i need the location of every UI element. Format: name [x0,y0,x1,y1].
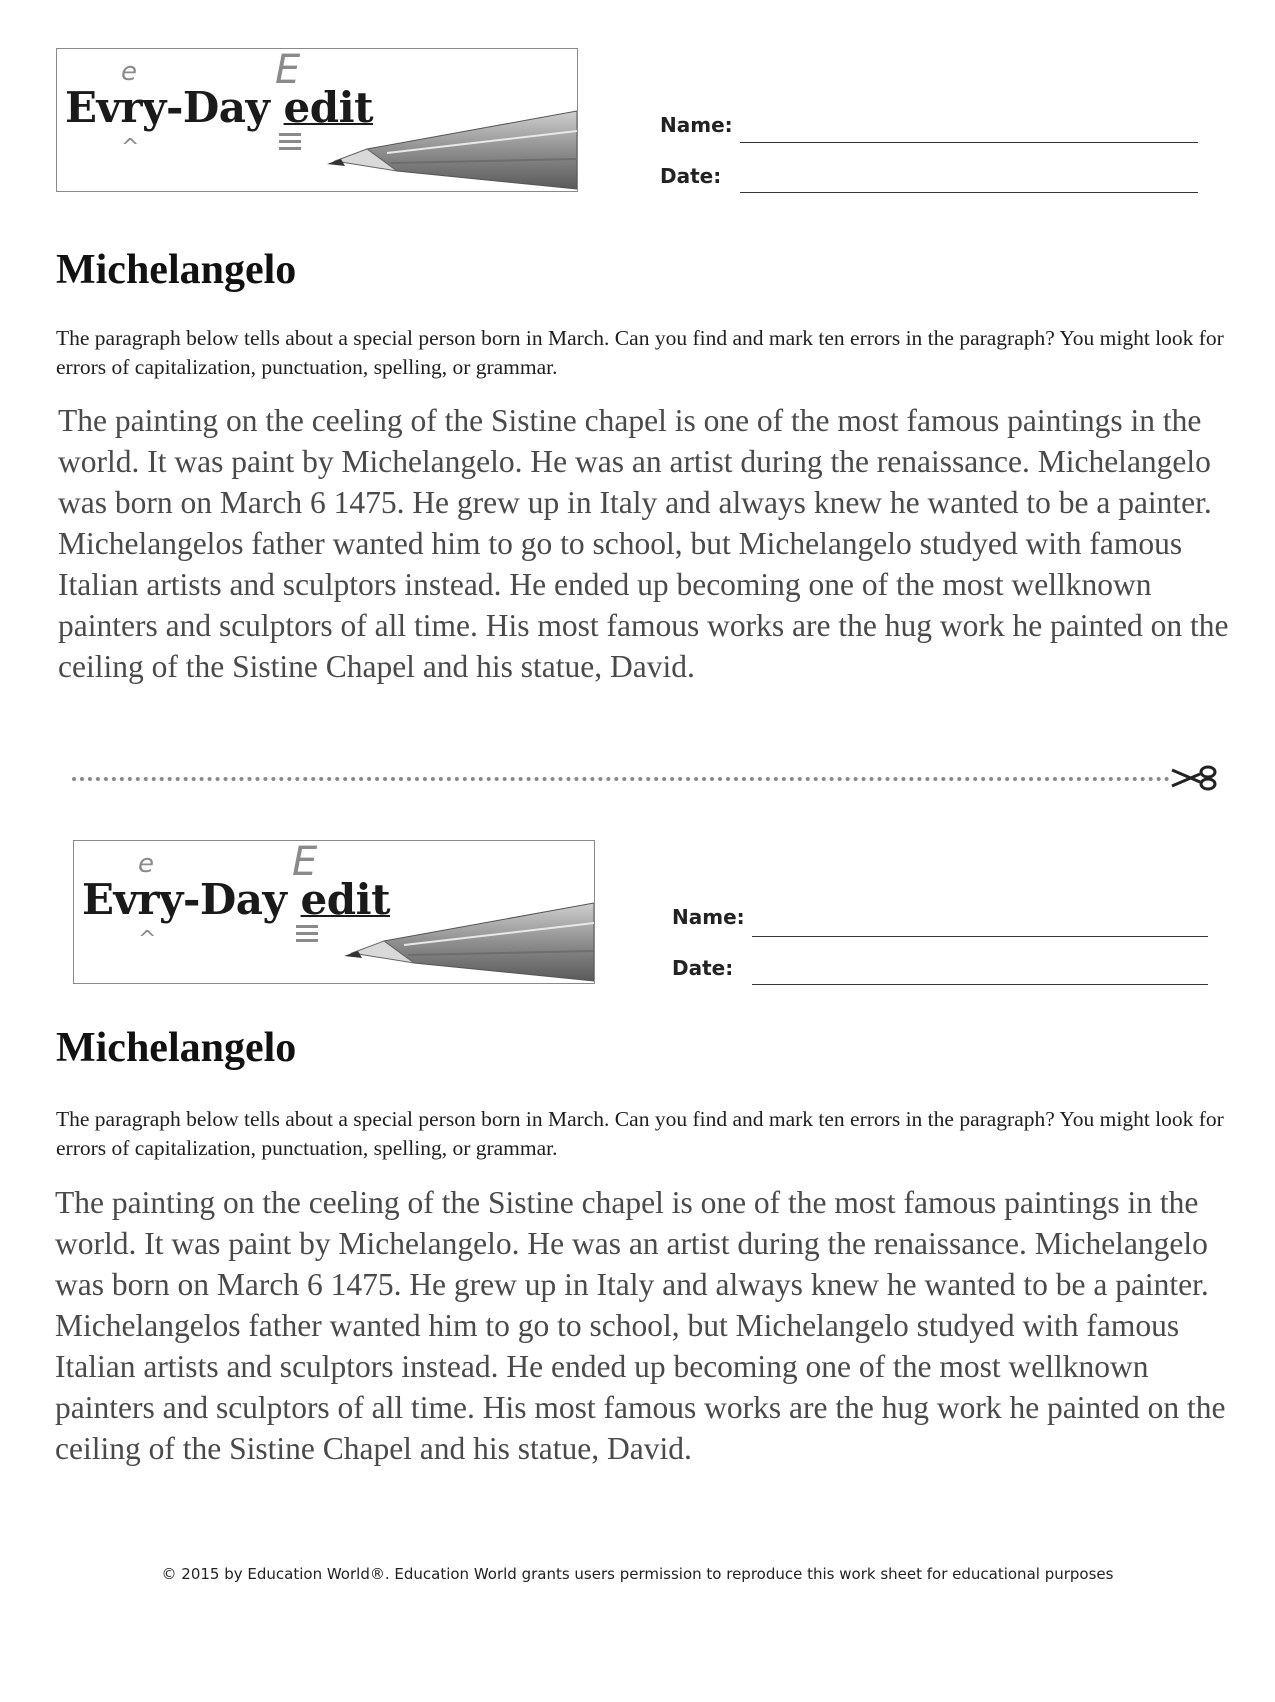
evry-day-edit-logo [73,840,595,984]
logo-word-edit: edit [300,875,390,924]
name-label: Name: [660,113,733,137]
editing-paragraph: The painting on the ceeling of the Sistine chapel is one of the most famous paintings in the world. It was paint by Michelangelo. He was an artist during the renaissance. Michelangelo was born on March 6 1475. He grew up in Italy and always knew he wanted to be a painter. Michelangelos father wanted him to go to school, but Michelangelo studyed with famous Italian artists and sculptors instead. He ended up becoming one of the most wellknown painters and sculptors of all time. His most famous works are the hug work he painted on the ceiling of the Sistine Chapel and his statue, David. [55,1185,1226,1466]
scissors-icon [1170,764,1218,792]
name-field[interactable] [752,936,1208,937]
logo-word-edit: edit [283,83,373,132]
pencil-icon [344,901,594,983]
date-field[interactable] [752,984,1208,985]
worksheet-title: Michelangelo [56,247,297,293]
logo-word-evry-day: Evry-Day [65,83,270,132]
worksheet-instructions: The paragraph below tells about a special person born in March. Can you find and mark ten errors in the paragraph? You might look for errors of capitalization, punctuation, spelling, or grammar. [56,1107,1224,1160]
logo-insert-e-mark: e [138,849,154,879]
evry-day-edit-logo [56,48,578,192]
date-field[interactable] [740,192,1198,193]
date-label: Date: [672,956,734,980]
name-field[interactable] [740,142,1198,143]
pencil-icon [327,109,577,191]
date-label: Date: [660,164,722,188]
cut-line-divider [72,777,1170,781]
worksheet-title: Michelangelo [56,1025,297,1071]
editing-paragraph: The painting on the ceeling of the Sistine chapel is one of the most famous paintings in the world. It was paint by Michelangelo. He was an artist during the renaissance. Michelangelo was born on March 6 1475. He grew up in Italy and always knew he wanted to be a painter. Michelangelos father wanted him to go to school, but Michelangelo studyed with famous Italian artists and sculptors instead. He ended up becoming one of the most wellknown painters and sculptors of all time. His most famous works are the hug work he painted on the ceiling of the Sistine Chapel and his statue, David. [58,403,1229,684]
logo-capital-e-mark: E [275,48,301,93]
logo-capitalize-lines-icon [279,133,301,154]
logo-insert-e-mark: e [121,57,137,87]
logo-capitalize-lines-icon [296,925,318,946]
worksheet-instructions: The paragraph below tells about a special person born in March. Can you find and mark ten errors in the paragraph? You might look for errors of capitalization, punctuation, spelling, or grammar. [56,326,1224,379]
logo-word-evry-day: Evry-Day [82,875,287,924]
logo-caret-mark: ^ [138,927,157,952]
logo-capital-e-mark: E [292,840,318,885]
name-label: Name: [672,905,745,929]
logo-caret-mark: ^ [121,135,140,160]
copyright-footer: © 2015 by Education World®. Education World grants users permission to reproduce this work sheet for educational purposes [161,1565,1114,1583]
